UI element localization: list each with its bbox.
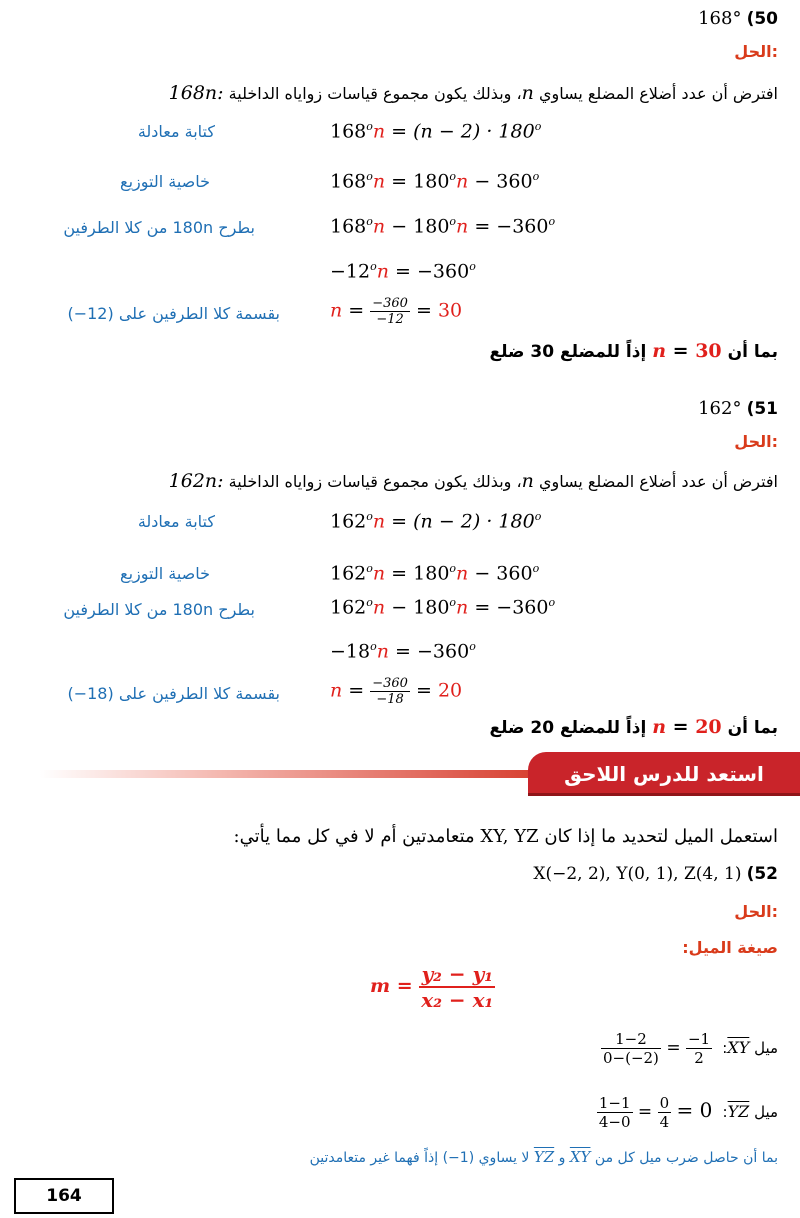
slope-formula-label: صيغة الميل: <box>682 938 778 957</box>
slope-formula: m = $\frac{\text{y₂ − y₁}}{\text{x₂ − x₁}}$ <box>370 962 494 1012</box>
problem-50-number: (50 <box>746 9 778 29</box>
problem-51-equation-1: $162^on = (n - 2) \cdot 180^o$ <box>330 510 542 533</box>
problem-51-angle: 162° <box>698 398 742 419</box>
problem-50-step-4: بقسمة كلا الطرفين على (12−) <box>67 304 280 323</box>
problem-51-equation-2: $162^on = 180^on - 360^o$ <box>330 562 540 585</box>
problem-52-points: X(−2, 2), Y(0, 1), Z(4, 1) <box>533 864 742 884</box>
problem-51-solution-label: الحل: <box>734 432 778 451</box>
problem-52-solution-label: الحل: <box>734 902 778 921</box>
problem-50-step-2: خاصية التوزيع <box>120 172 210 191</box>
slope-xy-row: $\frac{1-2}{0-(-2)}$ = $\frac{-1}{2}$ $:\overline{XY}$ ميل <box>602 1030 778 1067</box>
problem-50-equation-1: $168^on = (n - 2) \cdot 180^o$ <box>330 120 542 143</box>
problem-50-equation-2: $168^on = 180^on - 360^o$ <box>330 170 540 193</box>
page-number: 164 <box>14 1178 114 1214</box>
problem-50-intro: افترض أن عدد أضلاع المضلع يساوي n، وبذلك يكون مجموع قياسات زواياه الداخلية 168n: <box>168 82 778 104</box>
banner-gradient-bar <box>40 770 550 778</box>
slope-yz-row: $\frac{1-1}{4-0}$ = $\frac{0}{4}$ = 0 $:\overline{YZ}$ ميل <box>598 1094 778 1131</box>
segment-yz: $\overline{YZ}$ <box>727 1102 750 1121</box>
problem-51-step-2: خاصية التوزيع <box>120 564 210 583</box>
problem-51-number: (51 <box>746 399 778 419</box>
problem-50-header <box>698 8 778 29</box>
problem-51-intro: افترض أن عدد أضلاع المضلع يساوي n، وبذلك يكون مجموع قياسات زواياه الداخلية 162n: <box>168 470 778 492</box>
problem-51-step-1: كتابة معادلة <box>137 512 215 531</box>
problem-52-conclusion: بما أن حاصل ضرب ميل كل من XY و YZ لا يساوي (1−) إذاً فهما غير متعامدتين <box>309 1148 778 1166</box>
problem-50-equation-5: n = $\frac{-360}{-12}$ = 30 <box>330 296 463 327</box>
banner-title: استعد للدرس اللاحق <box>528 752 800 796</box>
problem-50-equation-3: $168^on - 180^on = -360^o$ <box>330 215 556 238</box>
problem-51-equation-5: n = $\frac{-360}{-18}$ = 20 <box>330 676 463 707</box>
problem-51-conclusion: بما أن n = 20 إذاً للمضلع 20 ضلع <box>489 716 778 738</box>
problem-51-header <box>698 398 778 419</box>
problem-50-angle: 168° <box>698 8 742 29</box>
problem-51-answer: 20 <box>437 679 463 702</box>
problem-51-equation-4: $-18^on = -360^o$ <box>330 640 476 663</box>
problem-50-solution-label: الحل: <box>734 42 778 61</box>
problem-50-equation-4: $-12^on = -360^o$ <box>330 260 476 283</box>
segment-xy: $\overline{XY}$ <box>727 1038 750 1057</box>
problem-52-number: (52 <box>746 864 778 884</box>
problem-51-equation-3: $162^on - 180^on = -360^o$ <box>330 596 556 619</box>
problem-50-step-1: كتابة معادلة <box>137 122 215 141</box>
problem-50-step-3: بطرح 180n من كلا الطرفين <box>63 218 255 237</box>
problem-52-instruction: استعمل الميل لتحديد ما إذا كان XY, YZ متعامدتين أم لا في كل مما يأتي: <box>233 826 778 847</box>
problem-50-answer: 30 <box>437 299 463 322</box>
problem-50-conclusion: بما أن n = 30 إذاً للمضلع 30 ضلع <box>489 340 778 362</box>
problem-51-step-3: بطرح 180n من كلا الطرفين <box>63 600 255 619</box>
problem-51-step-4: بقسمة كلا الطرفين على (18−) <box>67 684 280 703</box>
section-banner <box>40 752 800 796</box>
problem-52-header <box>533 864 778 884</box>
